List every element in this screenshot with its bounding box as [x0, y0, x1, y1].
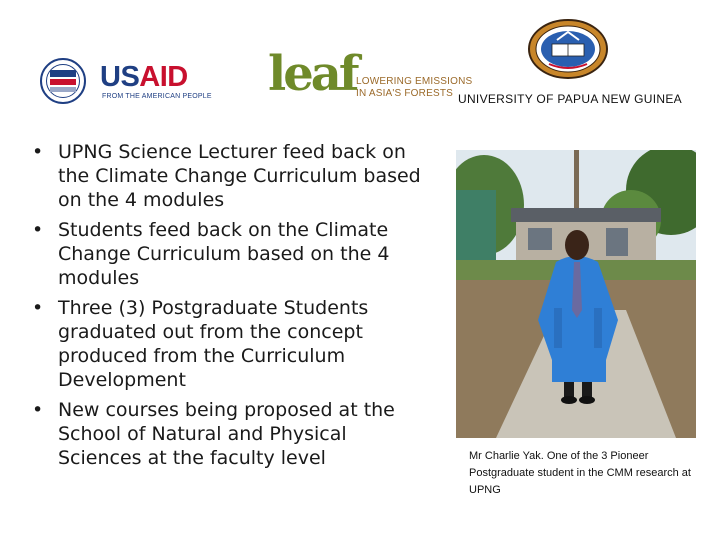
list-item [28, 398, 428, 470]
leaf-tagline: LOWERING EMISSIONS IN ASIA'S FORESTS [356, 76, 473, 99]
graduate-photo [456, 150, 696, 438]
leaf-logo [268, 46, 473, 106]
bullet-text: UPNG Science Lecturer feed back on the Climate Change Curriculum based on the 4 modules [58, 141, 421, 211]
bullet-dot: • [32, 297, 44, 319]
usaid-seal-icon [40, 58, 86, 104]
usaid-logo [40, 56, 240, 106]
upng-crest-icon [527, 18, 609, 80]
bullet-list [28, 140, 428, 476]
leaf-wordmark: leaf [268, 46, 357, 102]
photo-caption: Mr Charlie Yak. One of the 3 Pioneer Postgraduate student in the CMM research at UPNG [469, 450, 691, 496]
bullet-text: New courses being proposed at the School of Natural and Physical Sciences at the faculty level [58, 399, 395, 469]
bullet-text: Three (3) Postgraduate Students graduated out from the concept produced from the Curriculum Development [58, 297, 369, 391]
list-item [28, 140, 428, 212]
bullet-dot: • [32, 141, 44, 163]
usaid-tagline: FROM THE AMERICAN PEOPLE [102, 93, 212, 100]
list-item [28, 218, 428, 290]
usaid-wordmark: USAID [100, 61, 188, 93]
bullet-dot: • [32, 399, 44, 421]
upng-caption: UNIVERSITY OF PAPUA NEW GUINEA [458, 92, 682, 106]
bullet-dot: • [32, 219, 44, 241]
bullet-text: Students feed back on the Climate Change Curriculum based on the 4 modules [58, 219, 390, 289]
list-item [28, 296, 428, 392]
